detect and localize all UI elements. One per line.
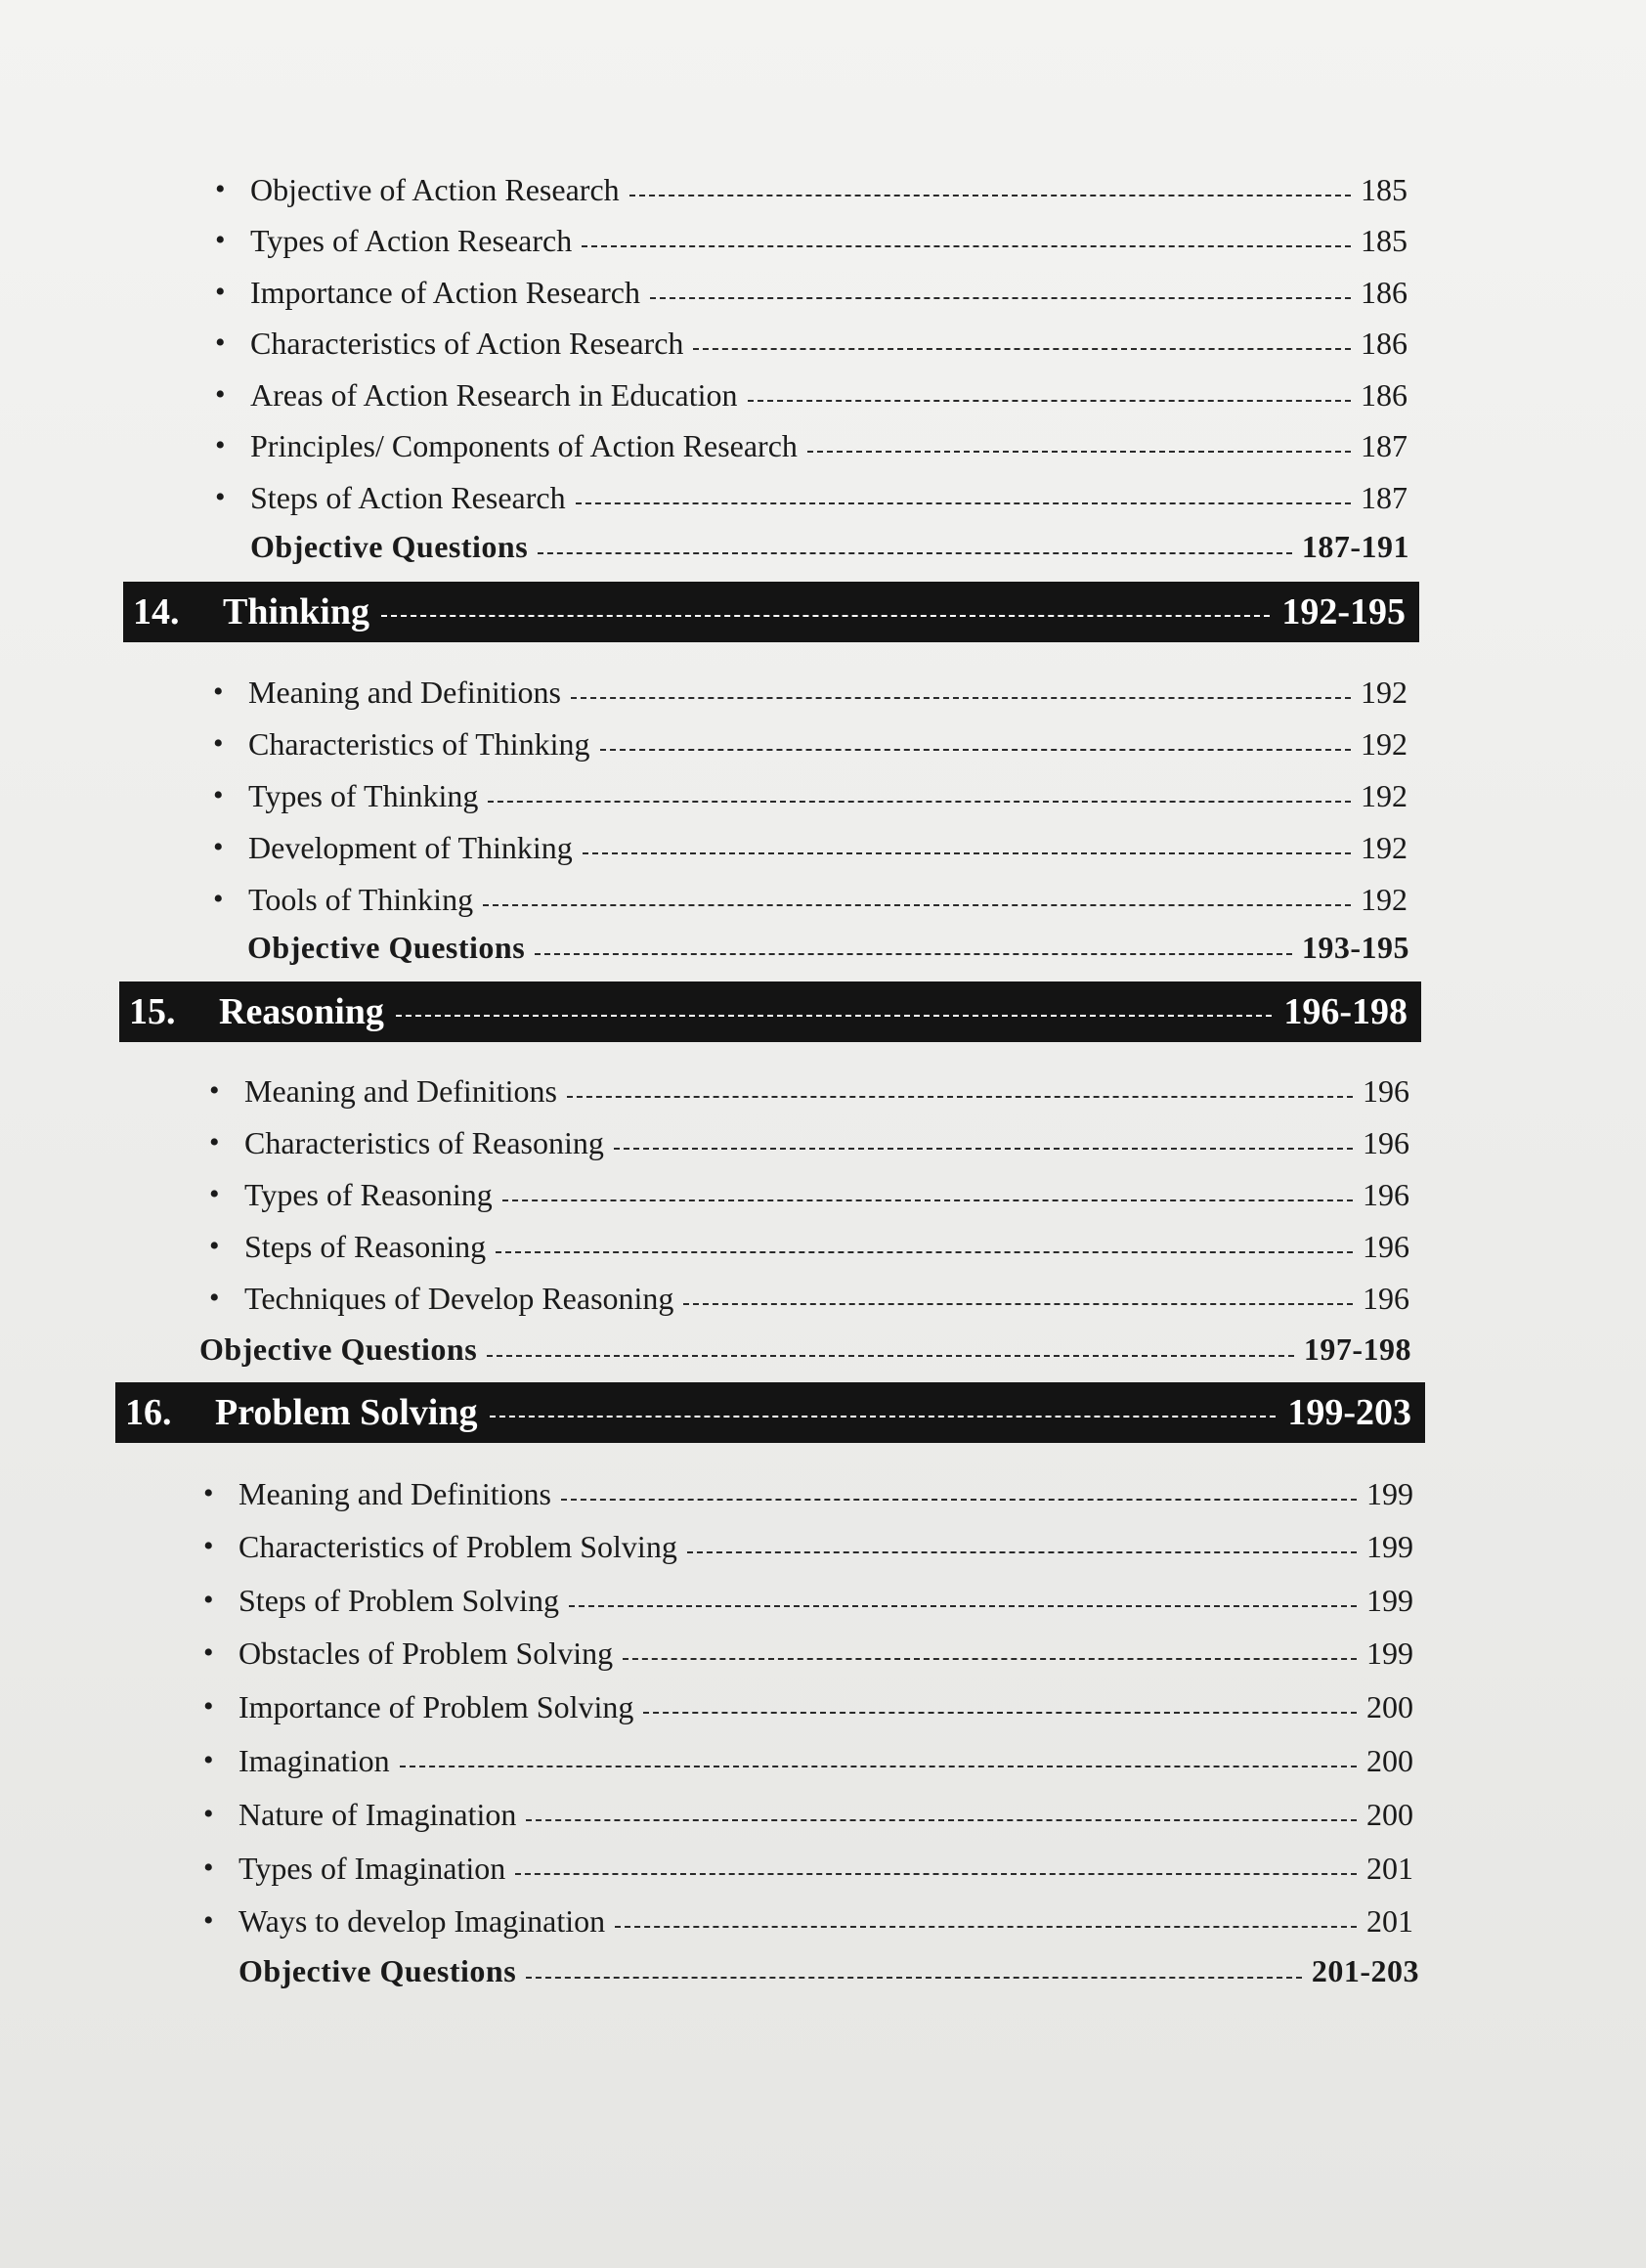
bullet-icon: • <box>215 327 226 359</box>
bullet-icon: • <box>213 831 224 863</box>
dot-leader <box>490 1416 1277 1418</box>
entry-page: 192 <box>1361 726 1408 762</box>
bullet-icon: • <box>203 1690 214 1723</box>
entry-page: 200 <box>1366 1797 1413 1832</box>
entry-page: 200 <box>1366 1689 1413 1724</box>
entry-label: Types of Imagination <box>238 1851 506 1886</box>
chapter-header <box>123 582 1419 642</box>
objective-questions-entry <box>247 926 1409 967</box>
chapter-header <box>119 981 1421 1042</box>
toc-entry <box>209 1069 1409 1111</box>
dot-leader <box>381 615 1270 617</box>
entry-page: 201-203 <box>1311 1953 1419 1988</box>
dot-leader <box>561 1499 1357 1501</box>
dot-leader <box>693 348 1351 350</box>
dot-leader <box>567 1096 1353 1098</box>
toc-entry <box>215 219 1408 260</box>
toc-entry <box>209 1225 1409 1266</box>
entry-label: Steps of Reasoning <box>244 1229 487 1264</box>
toc-entry <box>213 774 1408 815</box>
bullet-icon: • <box>203 1584 214 1616</box>
entry-page: 196 <box>1363 1281 1409 1316</box>
entry-label: Tools of Thinking <box>248 882 474 917</box>
entry-page: 185 <box>1361 223 1408 258</box>
toc-entry <box>203 1847 1413 1888</box>
bullet-icon: • <box>203 1852 214 1884</box>
dot-leader <box>582 245 1351 247</box>
entry-page: 199 <box>1366 1529 1413 1564</box>
dot-leader <box>583 852 1351 854</box>
entry-page: 199 <box>1366 1636 1413 1671</box>
dot-leader <box>538 552 1292 554</box>
entry-label: Importance of Action Research <box>250 275 640 310</box>
dot-leader <box>396 1015 1272 1017</box>
entry-page: 192 <box>1361 778 1408 813</box>
bullet-icon: • <box>203 1744 214 1776</box>
entry-label: Imagination <box>238 1743 390 1778</box>
bullet-icon: • <box>215 429 226 461</box>
entry-label: Types of Reasoning <box>244 1177 493 1212</box>
bullet-icon: • <box>209 1282 220 1314</box>
toc-entry <box>215 322 1408 363</box>
entry-label: Steps of Action Research <box>250 480 566 515</box>
chapter-pages: 196-198 <box>1283 991 1408 1032</box>
entry-page: 199 <box>1366 1583 1413 1618</box>
entry-page: 186 <box>1361 377 1408 413</box>
bullet-icon: • <box>209 1178 220 1210</box>
toc-entry <box>213 826 1408 867</box>
bullet-icon: • <box>209 1126 220 1158</box>
objective-questions-entry <box>250 525 1409 566</box>
entry-label: Development of Thinking <box>248 830 573 865</box>
chapter-number: 15. <box>129 991 176 1032</box>
bullet-icon: • <box>203 1798 214 1830</box>
chapter-number: 16. <box>125 1392 172 1433</box>
dot-leader <box>535 953 1292 955</box>
dot-leader <box>496 1251 1353 1253</box>
dot-leader <box>687 1551 1357 1553</box>
entry-label: Characteristics of Problem Solving <box>238 1529 677 1564</box>
entry-page: 192 <box>1361 830 1408 865</box>
entry-label: Importance of Problem Solving <box>238 1689 634 1724</box>
dot-leader <box>614 1148 1353 1150</box>
toc-entry <box>213 878 1408 919</box>
dot-leader <box>623 1658 1357 1660</box>
bullet-icon: • <box>215 224 226 256</box>
bullet-icon: • <box>203 1477 214 1509</box>
toc-entry <box>215 168 1408 209</box>
dot-leader <box>502 1199 1353 1201</box>
entry-label: Nature of Imagination <box>238 1797 517 1832</box>
bullet-icon: • <box>213 779 224 811</box>
entry-label: Objective of Action Research <box>250 172 620 207</box>
entry-page: 187 <box>1361 480 1408 515</box>
chapter-title: Thinking <box>223 591 369 632</box>
entry-label: Objective Questions <box>238 1953 517 1988</box>
entry-page: 199 <box>1366 1476 1413 1511</box>
toc-entry <box>215 476 1408 517</box>
chapter-number: 14. <box>133 591 180 632</box>
entry-label: Objective Questions <box>247 930 526 965</box>
dot-leader <box>571 697 1351 699</box>
entry-page: 200 <box>1366 1743 1413 1778</box>
bullet-icon: • <box>215 481 226 513</box>
objective-questions-entry <box>199 1328 1411 1369</box>
toc-entry <box>203 1525 1413 1566</box>
toc-entry <box>209 1173 1409 1214</box>
entry-page: 196 <box>1363 1073 1409 1109</box>
toc-entry <box>203 1472 1413 1513</box>
entry-label: Techniques of Develop Reasoning <box>244 1281 674 1316</box>
toc-entry <box>203 1899 1413 1941</box>
chapter-title: Reasoning <box>219 991 384 1032</box>
dot-leader <box>683 1303 1353 1305</box>
entry-page: 193-195 <box>1301 930 1409 965</box>
chapter-pages: 192-195 <box>1281 591 1406 632</box>
entry-label: Obstacles of Problem Solving <box>238 1636 614 1671</box>
entry-page: 192 <box>1361 882 1408 917</box>
toc-entry <box>209 1121 1409 1162</box>
entry-page: 196 <box>1363 1229 1409 1264</box>
entry-label: Characteristics of Reasoning <box>244 1125 604 1160</box>
bullet-icon: • <box>209 1230 220 1262</box>
chapter-title: Problem Solving <box>215 1392 478 1433</box>
entry-page: 201 <box>1366 1851 1413 1886</box>
dot-leader <box>576 502 1351 504</box>
bullet-icon: • <box>215 378 226 411</box>
entry-label: Areas of Action Research in Education <box>250 377 738 413</box>
entry-label: Meaning and Definitions <box>244 1073 557 1109</box>
entry-page: 186 <box>1361 326 1408 361</box>
entry-label: Ways to develop Imagination <box>238 1903 606 1939</box>
toc-entry <box>215 373 1408 414</box>
entry-label: Characteristics of Action Research <box>250 326 684 361</box>
toc-entry <box>209 1277 1409 1318</box>
dot-leader <box>748 400 1352 402</box>
bullet-icon: • <box>203 1530 214 1562</box>
bullet-icon: • <box>213 727 224 760</box>
entry-label: Types of Thinking <box>248 778 479 813</box>
entry-page: 187-191 <box>1301 529 1409 564</box>
dot-leader <box>643 1712 1357 1714</box>
dot-leader <box>807 451 1351 453</box>
entry-page: 192 <box>1361 675 1408 710</box>
toc-entry <box>215 271 1408 312</box>
dot-leader <box>515 1873 1357 1875</box>
entry-page: 187 <box>1361 428 1408 463</box>
dot-leader <box>488 801 1351 803</box>
dot-leader <box>650 297 1351 299</box>
entry-label: Objective Questions <box>199 1331 478 1367</box>
entry-page: 197-198 <box>1303 1331 1411 1367</box>
bullet-icon: • <box>203 1904 214 1937</box>
bullet-icon: • <box>203 1636 214 1669</box>
toc-entry <box>203 1685 1413 1726</box>
entry-page: 186 <box>1361 275 1408 310</box>
dot-leader <box>526 1819 1357 1821</box>
bullet-icon: • <box>215 276 226 308</box>
dot-leader <box>526 1977 1302 1979</box>
entry-label: Steps of Problem Solving <box>238 1583 560 1618</box>
bullet-icon: • <box>213 883 224 915</box>
dot-leader <box>615 1926 1357 1928</box>
entry-label: Objective Questions <box>250 529 529 564</box>
dot-leader <box>487 1355 1294 1357</box>
toc-entry <box>215 424 1408 465</box>
entry-label: Types of Action Research <box>250 223 573 258</box>
toc-entry <box>203 1632 1413 1673</box>
toc-entry <box>213 671 1408 712</box>
bullet-icon: • <box>215 173 226 205</box>
entry-label: Principles/ Components of Action Research <box>250 428 798 463</box>
entry-label: Meaning and Definitions <box>238 1476 551 1511</box>
entry-page: 196 <box>1363 1125 1409 1160</box>
bullet-icon: • <box>209 1074 220 1107</box>
dot-leader <box>629 195 1351 196</box>
toc-entry <box>203 1793 1413 1834</box>
dot-leader <box>400 1766 1357 1767</box>
toc-entry <box>213 722 1408 763</box>
entry-label: Meaning and Definitions <box>248 675 561 710</box>
toc-entry <box>203 1739 1413 1780</box>
dot-leader <box>569 1605 1357 1607</box>
entry-page: 196 <box>1363 1177 1409 1212</box>
dot-leader <box>600 749 1351 751</box>
chapter-header <box>115 1382 1425 1443</box>
dot-leader <box>483 904 1351 906</box>
bullet-icon: • <box>213 676 224 708</box>
toc-entry <box>203 1579 1413 1620</box>
entry-page: 185 <box>1361 172 1408 207</box>
objective-questions-entry <box>238 1949 1419 1990</box>
chapter-pages: 199-203 <box>1287 1392 1411 1433</box>
entry-page: 201 <box>1366 1903 1413 1939</box>
entry-label: Characteristics of Thinking <box>248 726 590 762</box>
